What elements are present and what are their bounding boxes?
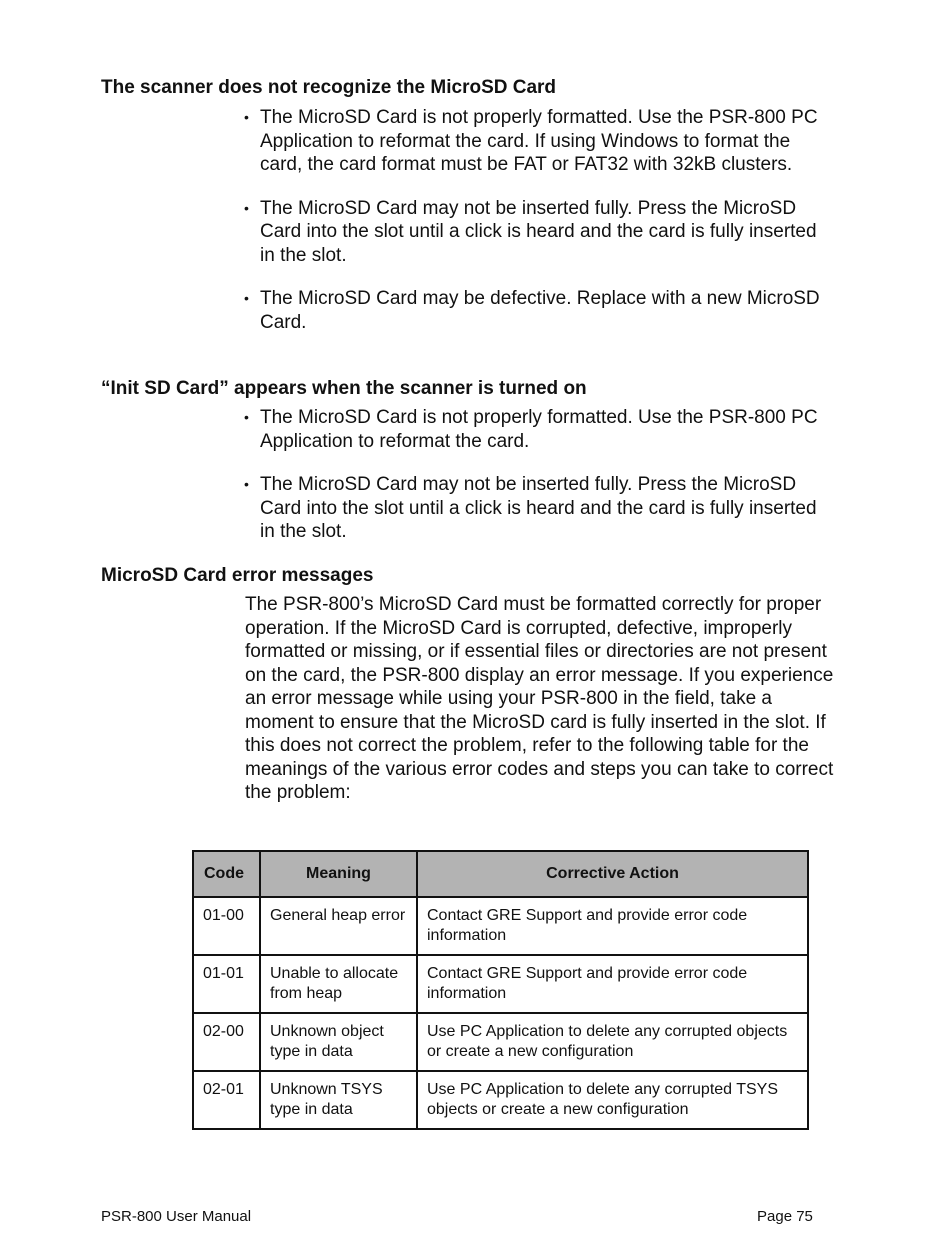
table-row	[193, 1071, 808, 1129]
bullet-list	[244, 406, 834, 564]
cell-code: 01-00	[193, 897, 260, 955]
section-heading-init-sd-card: “Init SD Card” appears when the scanner is turned on	[101, 378, 587, 399]
cell-meaning: Unknown object type in data	[260, 1013, 417, 1071]
bullet-list	[244, 106, 834, 354]
cell-corrective-action: Use PC Application to delete any corrupted objects or create a new configuration	[417, 1013, 808, 1071]
table-row	[193, 955, 808, 1013]
bullet-item	[244, 473, 834, 544]
bullet-icon: •	[244, 199, 249, 216]
footer-manual-title: PSR-800 User Manual	[101, 1208, 252, 1225]
bullet-item	[244, 287, 834, 334]
bullet-icon: •	[244, 290, 249, 306]
column-header-meaning: Meaning	[260, 851, 417, 897]
cell-meaning: Unknown TSYS type in data	[260, 1071, 417, 1129]
table-row	[193, 1013, 808, 1071]
bullet-item	[244, 197, 834, 268]
bullet-icon: •	[244, 476, 249, 492]
footer-page-number: Page 75	[757, 1208, 813, 1225]
section-heading-scanner-not-recognize: The scanner does not recognize the MicroSD Card	[101, 77, 557, 98]
bullet-item	[244, 106, 834, 177]
cell-code: 02-00	[193, 1013, 260, 1071]
error-messages-paragraph: The PSR-800’s MicroSD Card must be formatted correctly for proper operation. If the MicroSD Card is corrupted, defective, improperly formatted or missing, or if essential files or directories are not present on the card, the PSR-800 display an error message. If you experience an error message while using your PSR-800 in the field, take a moment to ensure that the MicroSD card is fully inserted in the slot. If this does not correct the problem, refer to the following table for the meanings of the various error codes and steps you can take to correct the problem:	[245, 594, 834, 803]
cell-corrective-action: Contact GRE Support and provide error code information	[417, 897, 808, 955]
table-header-row	[193, 851, 808, 897]
bullet-text: The MicroSD Card is not properly formatted. Use the PSR-800 PC Application to reformat the card. If using Windows to format the card, the card format must be FAT or FAT32 with 32kB clusters.	[260, 107, 818, 175]
column-header-code: Code	[193, 851, 260, 897]
column-header-corrective-action: Corrective Action	[417, 851, 808, 897]
cell-meaning: Unable to allocate from heap	[260, 955, 417, 1013]
table-row	[193, 897, 808, 955]
cell-meaning: General heap error	[260, 897, 417, 955]
bullet-text: The MicroSD Card is not properly formatted. Use the PSR-800 PC Application to reformat the card.	[260, 407, 818, 452]
bullet-text: The MicroSD Card may not be inserted fully. Press the MicroSD Card into the slot until a click is heard and the card is fully inserted in the slot.	[260, 197, 817, 266]
bullet-icon: •	[244, 109, 249, 125]
cell-code: 01-01	[193, 955, 260, 1013]
cell-corrective-action: Use PC Application to delete any corrupted TSYS objects or create a new configuration	[417, 1071, 808, 1129]
cell-corrective-action: Contact GRE Support and provide error code information	[417, 955, 808, 1013]
cell-code: 02-01	[193, 1071, 260, 1129]
error-code-table	[192, 850, 809, 1130]
bullet-text: The MicroSD Card may be defective. Replace with a new MicroSD Card.	[260, 288, 820, 333]
bullet-text: The MicroSD Card may not be inserted fully. Press the MicroSD Card into the slot until a click is heard and the card is fully inserted in the slot.	[260, 474, 817, 542]
section-heading-error-messages: MicroSD Card error messages	[101, 565, 374, 586]
bullet-icon: •	[244, 409, 249, 425]
bullet-item	[244, 406, 834, 453]
